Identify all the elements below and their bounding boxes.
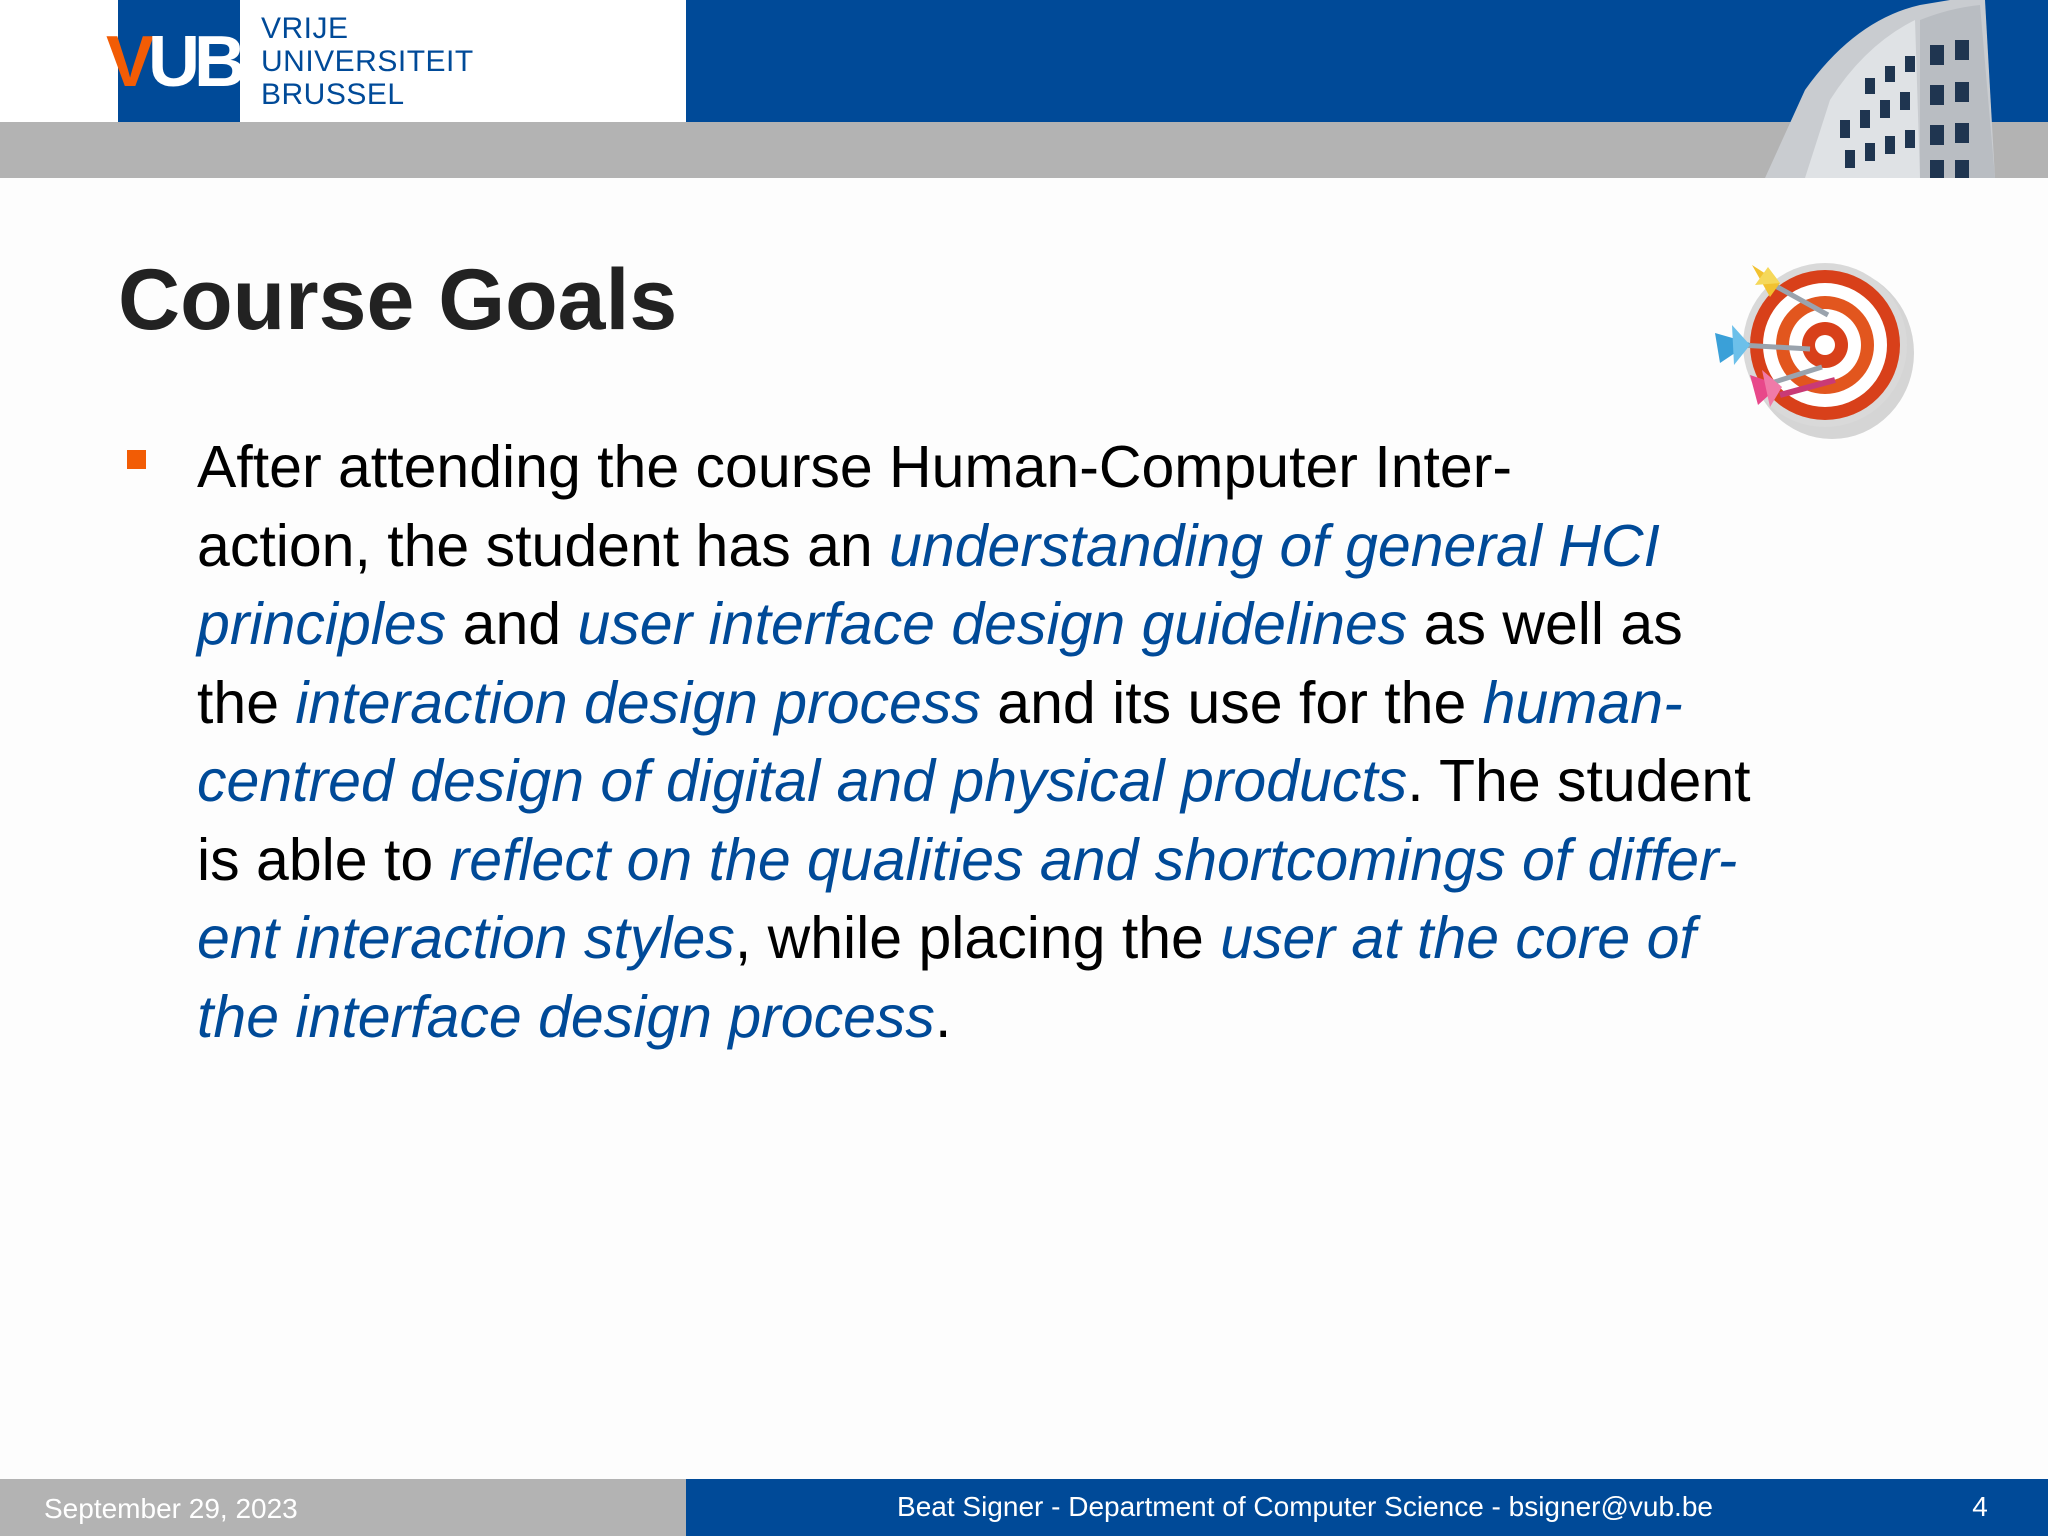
page-title: Course Goals <box>118 252 678 348</box>
vub-logo-ub: UB <box>148 22 241 102</box>
bullet-marker <box>127 450 146 469</box>
logo-line-3: BRUSSEL <box>261 78 405 111</box>
dartboard-target-icon <box>1710 245 1920 445</box>
bullet-line <box>197 742 1957 821</box>
text-segment: action, the student has an <box>197 512 890 579</box>
bullet-line <box>197 821 1957 900</box>
text-segment: . <box>934 983 952 1050</box>
header-gray-band <box>0 122 2048 178</box>
highlighted-phrase: reflect on the qualities and shortcomings of differ- <box>449 826 1738 893</box>
highlighted-phrase: user interface design guidelines <box>577 591 1408 657</box>
highlighted-phrase: the interface design process <box>197 983 935 1050</box>
bullet-line <box>197 899 1957 978</box>
bullet-line <box>197 507 1957 586</box>
bullet-line <box>197 585 1957 664</box>
bullet-line <box>197 664 1957 743</box>
footer-author: Beat Signer - Department of Computer Science - bsigner@vub.be <box>897 1491 1713 1522</box>
bullet-line <box>197 978 1957 1057</box>
highlighted-phrase: understanding of general HCI <box>889 512 1660 579</box>
highlighted-phrase: centred design of digital and physical products <box>197 748 1408 814</box>
vub-logo-v: V <box>106 22 149 102</box>
text-segment: and <box>446 591 578 657</box>
text-segment: the <box>197 669 296 736</box>
text-segment: is able to <box>197 826 450 893</box>
footer-date: September 29, 2023 <box>44 1493 298 1524</box>
vub-logo-text <box>261 12 474 111</box>
bullet-line <box>197 428 1957 507</box>
highlighted-phrase: principles <box>197 591 447 657</box>
text-segment: . The student <box>1407 748 1751 814</box>
highlighted-phrase: human- <box>1482 669 1683 736</box>
text-segment: , while placing the <box>734 905 1221 971</box>
highlighted-phrase: interaction design process <box>295 669 981 736</box>
logo-line-1: VRIJE <box>261 12 349 45</box>
page-number: 4 <box>1972 1491 1988 1522</box>
text-segment: and its use for the <box>980 669 1483 736</box>
highlighted-phrase: user at the core of <box>1220 905 1696 971</box>
text-segment: After attending the course Human-Computer Inter- <box>197 434 1513 500</box>
logo-line-2: UNIVERSITEIT <box>261 45 474 78</box>
highlighted-phrase: ent interaction styles <box>197 905 735 971</box>
building-photo <box>1745 0 1995 178</box>
text-segment: as well as <box>1407 591 1683 657</box>
bullet-text <box>197 428 1957 1056</box>
vub-logo-mark <box>106 22 241 102</box>
